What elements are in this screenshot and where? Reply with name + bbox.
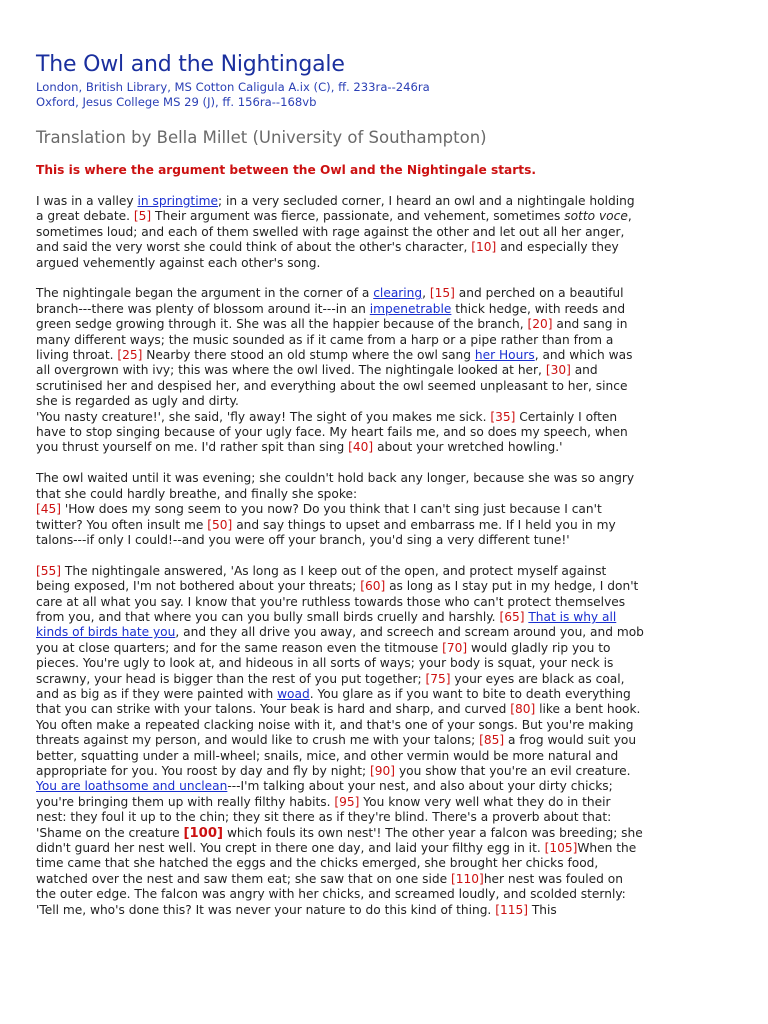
- line-number: [65]: [499, 609, 525, 624]
- line-number: [70]: [442, 640, 468, 655]
- paragraph-2: The nightingale began the argument in the corner of a clearing, [15] and perched on a beautiful branch---there was plenty of blossom around it---in an impenetrable thick hedge, with reeds and green sedge growing through it. She was all the happier because of the branch, [20] and sang in many different ways; the music sounded as if it came from a harp or a pipe rather than from a living throat. [25] Nearby there stood an old stump where the owl sang her Hours, and which was all overgrown with ivy; this was where the owl lived. The nightingale looked at her, [30] and scrutinised her and despised her, and everything about the owl seemed unpleasant to her, since she is regarded as ugly and dirty. 'You nasty creature!', she said, 'fly away! The sight of you makes me sick. [35] Certainly I often have to stop singing because of your ugly face. My heart fails me, and so does my speech, when you thrust yourself on me. I'd rather spit than sing [40] about your wretched howling.': [36, 286, 633, 455]
- line-number: [105]: [544, 841, 578, 856]
- gloss-link-impenetrable[interactable]: impenetrable: [369, 301, 452, 316]
- line-number: [60]: [360, 579, 386, 594]
- line-number: [80]: [510, 702, 536, 717]
- line-number: [110]: [451, 871, 484, 886]
- line-number: [45]: [36, 502, 62, 517]
- translator-credit: Translation by Bella Millet (University of Southampton): [36, 128, 487, 147]
- paragraph-4: [55] The nightingale answered, 'As long as I keep out of the open, and protect myself against being exposed, I'm not bothered about your threats; [60] as long as I stay put in my hedge, I don't care at all what you say. I know that you're ruthless towards those who can't protect themselves from you, and that where you can you bully small birds cruelly and harshly. [65] That is why all kinds of birds hate you, and they all drive you away, and screech and scream around you, and mob you at close quarters; and for the same reason even the titmouse [70] would gladly rip you to pieces. You're ugly to look at, and hideous in all sorts of ways; your body is squat, your neck is scrawny, your head is bigger than the rest of you put together; [75] your eyes are black as coal, and as big as if they were painted with woad. You glare as if you want to bite to death everything that you can strike with your talons. Your beak is hard and sharp, and curved [80] like a bent hook. You often make a repeated clacking noise with it, and that's one of your songs. But you're making threats against my person, and would like to crush me with your talons; [85] a frog would suit you better, squatting under a mill-wheel; snails, mice, and other vermin would be more natural and appropriate for you. You roost by day and fly by night; [90] you show that you're an evil creature. You are loathsome and unclean---I'm talking about your nest, and also about your dirty chicks; you're bringing them up with really filthy habits. [95] You know very well what they do in their nest: they foul it up to the chin; they sit there as if they're blind. There's a proverb about that: 'Shame on the creature [100] which fouls its own nest'! The other year a falcon was breeding; she didn't guard her nest well. You crept in there one day, and laid your filthy egg in it. [105]When the time came that she hatched the eggs and the chicks emerged, she brought her chicks food, watched over the nest and saw them eat; she saw that on one side [110]her nest was fouled on the outer edge. The falcon was angry with her chicks, and screamed loudly, and scolded sternly: 'Tell me, who's done this? It was never your nature to do this kind of thing. [115] This: [36, 563, 644, 917]
- gloss-link-clearing[interactable]: clearing: [373, 286, 423, 301]
- line-number: [10]: [471, 240, 497, 255]
- line-number: [75]: [425, 671, 451, 686]
- line-number: [5]: [133, 209, 152, 224]
- page-title: The Owl and the Nightingale: [36, 52, 345, 77]
- section-heading: This is where the argument between the Owl and the Nightingale starts.: [36, 163, 536, 177]
- translation-body: [36, 194, 644, 933]
- line-number: [40]: [348, 440, 374, 455]
- gloss-link-woad[interactable]: woad: [277, 686, 310, 701]
- line-number: [115]: [495, 902, 528, 917]
- line-number: [25]: [117, 348, 143, 363]
- line-number: [15]: [429, 286, 455, 301]
- line-number: [55]: [36, 563, 62, 578]
- line-number: [30]: [545, 363, 571, 378]
- gloss-link-loathsome[interactable]: You are loathsome and unclean: [36, 779, 228, 794]
- paragraph-3: The owl waited until it was evening; she couldn't hold back any longer, because she was so angry that she could hardly breathe, and finally she spoke: [45] 'How does my song seem to you now? Do you think that I can't sing just because I can't twitter? You often insult me [50] and say things to upset and embarrass me. If I held you in my talons---if only I could!--and you were off your branch, you'd sing a very different tune!': [36, 471, 635, 547]
- line-number-bold: [100]: [183, 825, 224, 841]
- line-number: [50]: [207, 517, 233, 532]
- gloss-link-in-springtime[interactable]: in springtime: [137, 194, 218, 208]
- source-line-oxford: Oxford, Jesus College MS 29 (J), ff. 156ra--168vb: [36, 95, 317, 109]
- line-number: [20]: [527, 317, 553, 332]
- gloss-link-her-hours[interactable]: her Hours: [474, 348, 535, 363]
- line-number: [90]: [370, 763, 396, 778]
- paragraph-1: I was in a valley in springtime; in a very secluded corner, I heard an owl and a nightingale holding a great debate. [5] Their argument was fierce, passionate, and vehement, sometimes sotto voce, sometimes loud; and each of them swelled with rage against the other and let out all her anger, and said the very worst she could think of about the other's character, [10] and especially they argued vehemently against each other's song.: [36, 194, 635, 270]
- source-line-london: London, British Library, MS Cotton Caligula A.ix (C), ff. 233ra--246ra: [36, 80, 430, 94]
- manuscript-sources: [36, 80, 430, 110]
- line-number: [95]: [334, 794, 360, 809]
- line-number: [85]: [479, 733, 505, 748]
- line-number: [35]: [490, 409, 516, 424]
- gloss-link-birds-hate-you[interactable]: That is why all kinds of birds hate you: [36, 609, 617, 640]
